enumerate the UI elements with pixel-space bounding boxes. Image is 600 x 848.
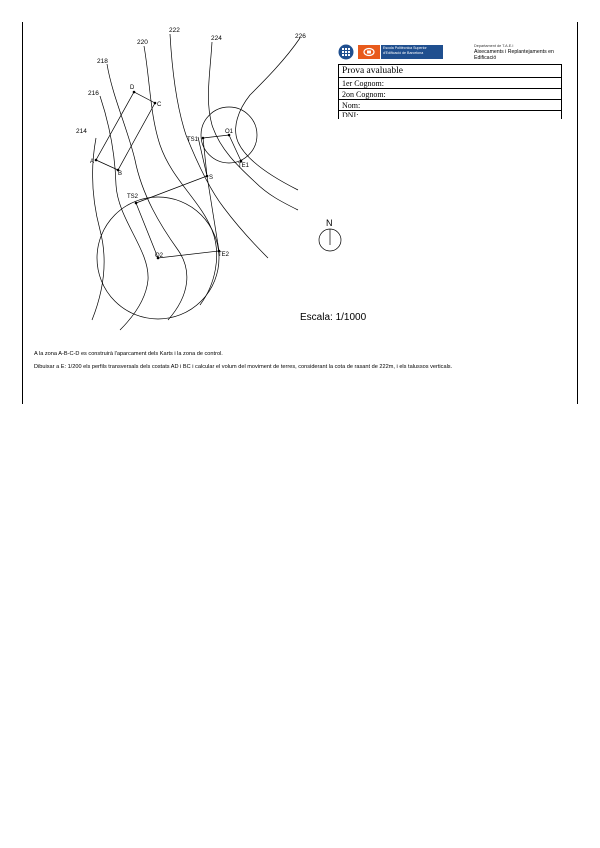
scale-text: Escala: 1/1000	[300, 312, 367, 323]
contour-222	[170, 34, 268, 258]
contour-220	[144, 46, 217, 305]
contour-label-222: 222	[169, 27, 180, 34]
second-surname-field[interactable]: 2on Cognom:	[339, 89, 561, 100]
contour-214	[92, 138, 104, 320]
form-title: Prova avaluable	[339, 65, 561, 78]
contour-label-220: 220	[137, 39, 148, 46]
tangent-line-2	[136, 176, 219, 258]
contour-218	[107, 64, 187, 320]
point-label-c: C	[157, 102, 162, 108]
point-label-o2: O2	[155, 253, 164, 259]
point-label-s: S	[209, 175, 214, 181]
point-label-o1: O1	[225, 129, 234, 135]
point-label-te1: TE1	[238, 163, 250, 169]
contour-label-218: 218	[97, 58, 108, 65]
instruction-line-2: Dibuixar a E: 1/200 els perfils transversals dels costats AD i BC i calcular el volum del moviment de terres, considerant la cota de rasant de 222m, i els talussos verticals.	[34, 364, 453, 370]
tangent-ts1-te1	[203, 138, 207, 176]
point-label-d: D	[130, 85, 135, 91]
instructions	[34, 348, 574, 374]
point-label-ts1: TS1	[187, 137, 199, 143]
logo-area	[338, 42, 470, 62]
contour-label-226: 226	[295, 33, 306, 40]
department-name: Departament de T.A.E.I	[474, 44, 514, 48]
subject-name: Aixecaments i Replantejaments en Edificació	[474, 49, 554, 61]
student-form	[338, 64, 562, 119]
point-label-ts2: TS2	[127, 194, 139, 200]
school-name: Escola Politècnica Superior d'Edificació de Barcelona	[381, 45, 443, 59]
contour-224	[208, 42, 298, 210]
alignment-line	[136, 137, 207, 203]
upc-logo-icon	[338, 44, 354, 60]
title-block	[334, 40, 560, 118]
contour-label-224: 224	[211, 35, 222, 42]
dni-field[interactable]: DNI:	[342, 111, 359, 117]
point-label-b: B	[118, 171, 123, 177]
north-label: N	[326, 218, 333, 228]
school-logo-icon	[358, 45, 380, 59]
contour-label-214: 214	[76, 128, 87, 135]
first-surname-field[interactable]: 1er Cognom:	[339, 78, 561, 89]
contour-216	[100, 96, 148, 330]
name-field[interactable]: Nom:	[339, 100, 561, 111]
radius-line-1	[203, 135, 241, 161]
point-label-a: A	[90, 159, 95, 165]
parking-zone-abcd	[96, 92, 155, 170]
department-info	[474, 43, 564, 61]
instruction-line-1: A la zona A-B-C-D es construirà l'aparcament dels Karts i la zona de control.	[34, 351, 223, 357]
contour-label-216: 216	[88, 90, 99, 97]
point-label-te2: TE2	[218, 252, 230, 258]
